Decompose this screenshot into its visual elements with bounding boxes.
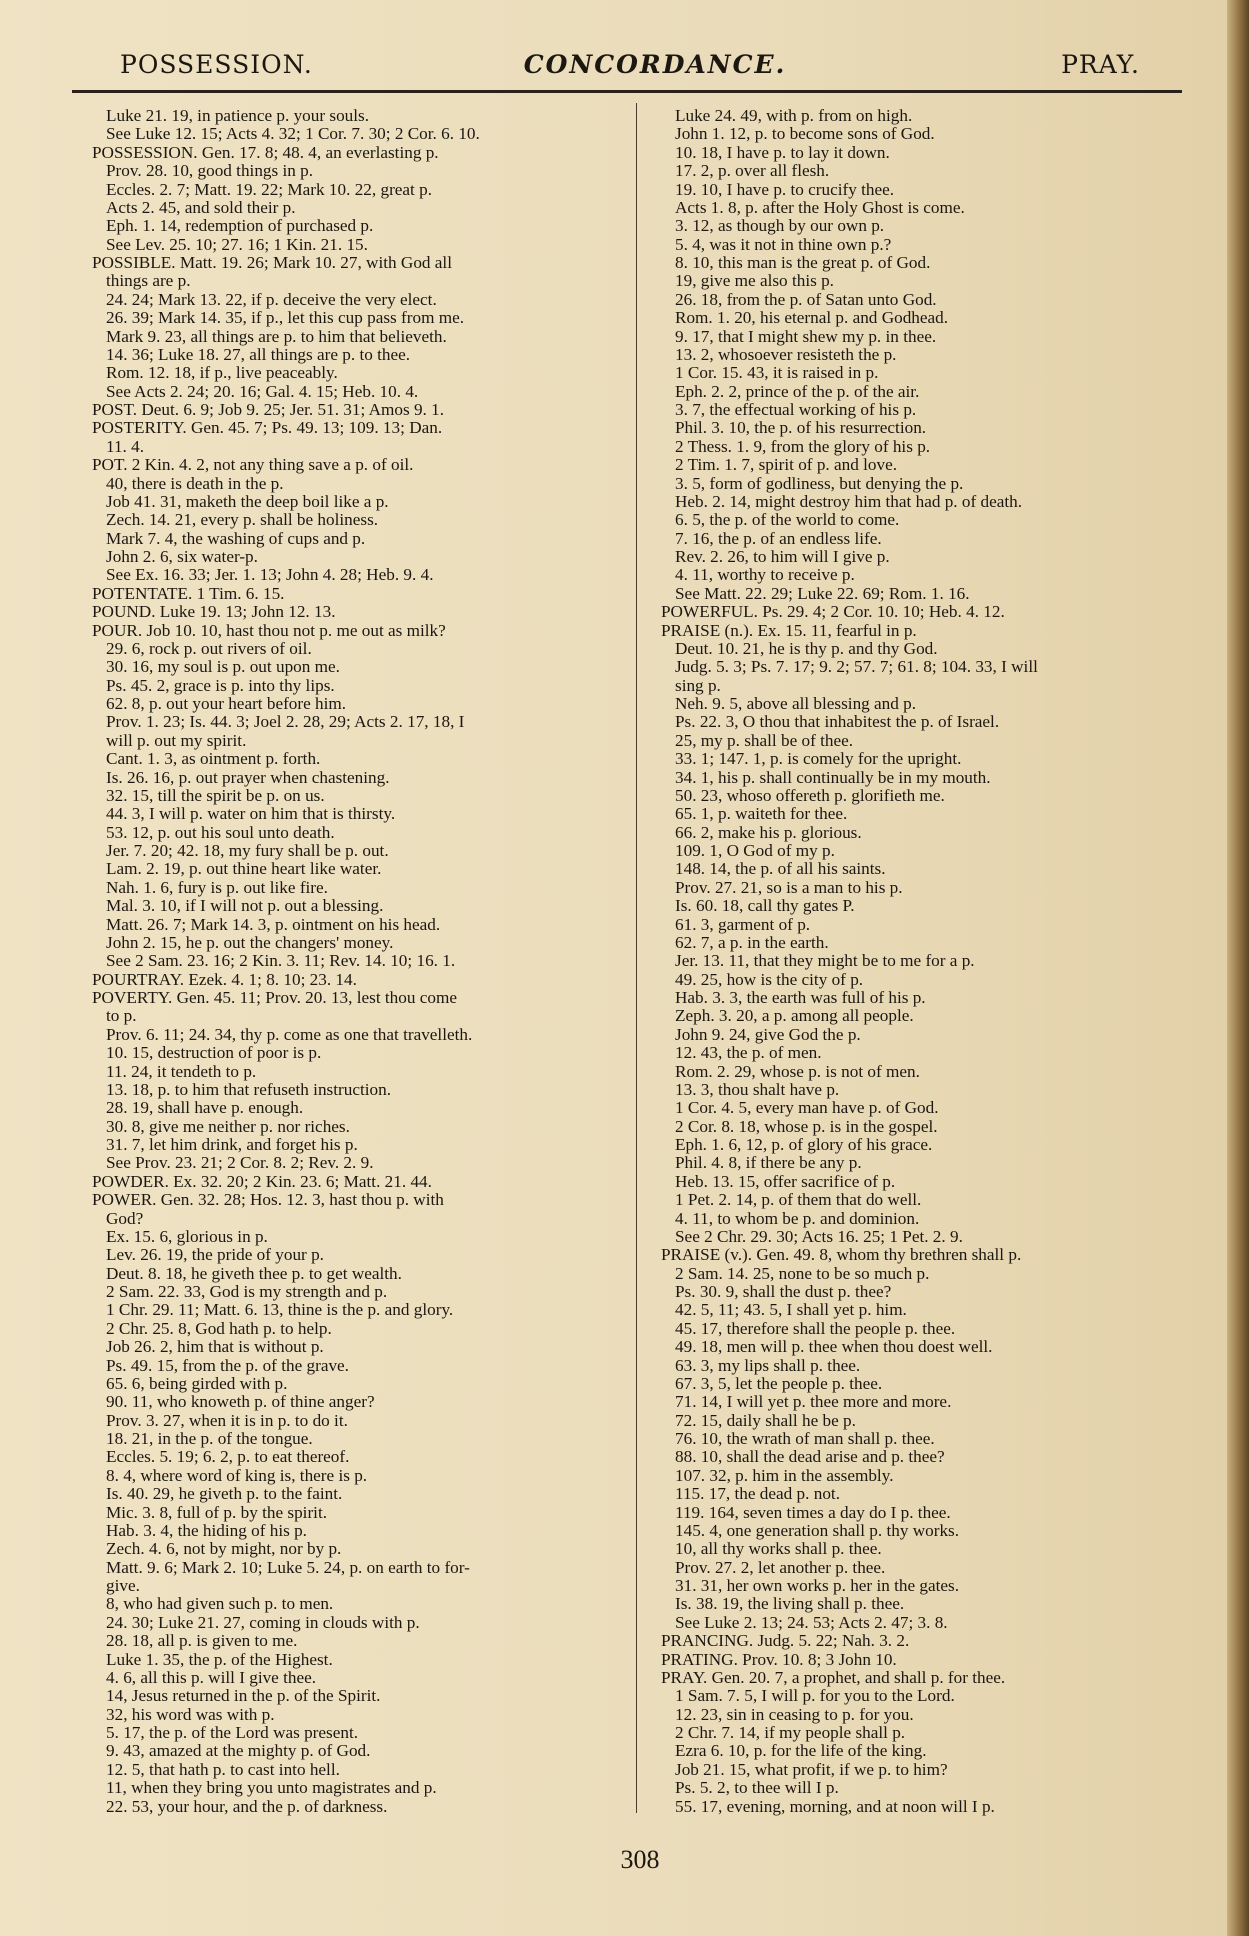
entry-reference-line: Judg. 5. 3; Ps. 7. 17; 9. 2; 57. 7; 61. 8; 104. 33, I will <box>675 657 1038 677</box>
entry-reference-line: 50. 23, whoso offereth p. glorifieth me. <box>675 785 945 805</box>
entry-reference-line: Ps. 22. 3, O thou that inhabitest the p. of Israel. <box>675 712 1000 732</box>
entry-reference-line: God? <box>106 1208 144 1228</box>
entry-reference-line: Nah. 1. 6, fury is p. out like fire. <box>106 877 328 897</box>
entry-reference-line: 1 Chr. 29. 11; Matt. 6. 13, thine is the p. and glory. <box>106 1300 454 1320</box>
entry-reference-line: 71. 14, I will yet p. thee more and more. <box>675 1392 952 1412</box>
entry-reference-line: Is. 26. 16, p. out prayer when chastening. <box>106 767 390 787</box>
entry-reference-line: 2 Chr. 7. 14, if my people shall p. <box>675 1723 906 1742</box>
entry-reference-line: 1 Sam. 7. 5, I will p. for you to the Lord. <box>675 1686 955 1706</box>
entry-reference-line: 53. 12, p. out his soul unto death. <box>106 822 335 842</box>
entry-reference-line: Cant. 1. 3, as ointment p. forth. <box>106 749 321 769</box>
entry-reference-line: 24. 24; Mark 13. 22, if p. deceive the very elect. <box>106 289 437 309</box>
entry-reference-line: Mal. 3. 10, if I will not p. out a blessing. <box>106 896 384 916</box>
entry-reference-line: Acts 2. 45, and sold their p. <box>106 197 296 217</box>
entry-reference-line: Is. 60. 18, call thy gates P. <box>675 896 855 916</box>
book-binding-edge <box>1227 0 1249 1936</box>
entry-reference-line: 44. 3, I will p. water on him that is thirsty. <box>106 804 396 824</box>
entry-reference-line: Prov. 27. 2, let another p. thee. <box>675 1557 886 1577</box>
entry-headword-line: POTENTATE. 1 Tim. 6. 15. <box>92 583 285 603</box>
entry-reference-line: 3. 5, form of godliness, but denying the p. <box>675 473 964 493</box>
entry-reference-line: Prov. 28. 10, good things in p. <box>106 161 314 181</box>
entry-headword-line: PRATING. Prov. 10. 8; 3 John 10. <box>661 1649 897 1669</box>
entry-reference-line: John 1. 12, p. to become sons of God. <box>675 124 935 144</box>
entry-reference-line: Ps. 49. 15, from the p. of the grave. <box>106 1355 349 1375</box>
entry-headword-line: POVERTY. Gen. 45. 11; Prov. 20. 13, lest thou come <box>92 988 457 1007</box>
entry-reference-line: 4. 11, worthy to receive p. <box>675 565 855 585</box>
entry-reference-line: See Lev. 25. 10; 27. 16; 1 Kin. 21. 15. <box>106 234 368 254</box>
running-header <box>110 44 1140 88</box>
entry-headword-line: POUR. Job 10. 10, hast thou not p. me out as milk? <box>92 620 446 640</box>
entry-reference-line: 61. 3, garment of p. <box>675 914 811 934</box>
entry-reference-line: 5. 4, was it not in thine own p.? <box>675 234 892 254</box>
entry-reference-line: Mark 7. 4, the washing of cups and p. <box>106 528 366 548</box>
entry-reference-line: 49. 25, how is the city of p. <box>675 969 864 989</box>
entry-reference-line: Ps. 45. 2, grace is p. into thy lips. <box>106 675 335 695</box>
entry-reference-line: 7. 16, the p. of an endless life. <box>675 528 882 548</box>
entry-reference-line: John 2. 15, he p. out the changers' money. <box>106 932 394 952</box>
entry-reference-line: 109. 1, O God of my p. <box>675 841 835 860</box>
entry-reference-line: 17. 2, p. over all flesh. <box>675 161 830 181</box>
entry-reference-line: 31. 7, let him drink, and forget his p. <box>106 1135 358 1154</box>
entry-reference-line: 2 Thess. 1. 9, from the glory of his p. <box>675 436 931 456</box>
entry-reference-line: Phil. 3. 10, the p. of his resurrection. <box>675 418 927 438</box>
entry-reference-line: 30. 8, give me neither p. nor riches. <box>106 1116 350 1136</box>
entry-reference-line: 55. 17, evening, morning, and at noon will I p. <box>675 1796 995 1816</box>
entry-reference-line: 19. 10, I have p. to crucify thee. <box>675 179 895 199</box>
entry-reference-line: Heb. 2. 14, might destroy him that had p. of death. <box>675 491 1023 511</box>
entry-reference-line: 14, Jesus returned in the p. of the Spirit. <box>106 1686 381 1706</box>
header-title: CONCORDANCE. <box>523 50 787 79</box>
entry-reference-line: 26. 18, from the p. of Satan unto God. <box>675 289 937 309</box>
entry-reference-line: will p. out my spirit. <box>106 730 247 750</box>
entry-reference-line: 115. 17, the dead p. not. <box>675 1484 841 1504</box>
entry-reference-line: to p. <box>106 1006 137 1026</box>
entry-reference-line: 3. 7, the effectual working of his p. <box>675 400 917 419</box>
entry-reference-line: Rom. 2. 29, whose p. is not of men. <box>675 1061 920 1081</box>
entry-reference-line: 29. 6, rock p. out rivers of oil. <box>106 638 312 658</box>
entry-reference-line: 45. 17, therefore shall the people p. thee. <box>675 1318 956 1338</box>
entry-reference-line: See Prov. 23. 21; 2 Cor. 8. 2; Rev. 2. 9. <box>106 1153 374 1173</box>
entry-reference-line: 11. 4. <box>106 436 145 456</box>
entry-reference-line: See Ex. 16. 33; Jer. 1. 13; John 4. 28; Heb. 9. 4. <box>106 565 434 585</box>
entry-reference-line: Jer. 7. 20; 42. 18, my fury shall be p. out. <box>106 841 389 860</box>
entry-reference-line: Luke 24. 49, with p. from on high. <box>675 107 913 125</box>
entry-reference-line: Mark 9. 23, all things are p. to him that believeth. <box>106 326 447 346</box>
entry-reference-line: 145. 4, one generation shall p. thy works. <box>675 1520 960 1540</box>
entry-reference-line: Heb. 13. 15, offer sacrifice of p. <box>675 1171 896 1191</box>
entry-reference-line: 2 Sam. 14. 25, none to be so much p. <box>675 1263 930 1283</box>
entry-reference-line: 13. 2, whosoever resisteth the p. <box>675 344 897 364</box>
entry-reference-line: 13. 18, p. to him that refuseth instruction. <box>106 1079 391 1099</box>
entry-reference-line: Jer. 13. 11, that they might be to me for a p. <box>675 951 975 971</box>
column-divider <box>636 103 637 1813</box>
entry-reference-line: 31. 31, her own works p. her in the gates. <box>675 1576 960 1595</box>
entry-reference-line: Job 41. 31, maketh the deep boil like a p. <box>106 491 389 511</box>
entry-reference-line: 2 Sam. 22. 33, God is my strength and p. <box>106 1282 388 1301</box>
entry-reference-line: Matt. 26. 7; Mark 14. 3, p. ointment on his head. <box>106 914 441 934</box>
entry-reference-line: Prov. 1. 23; Is. 44. 3; Joel 2. 28, 29; Acts 2. 17, 18, I <box>106 712 465 732</box>
entry-reference-line: Lam. 2. 19, p. out thine heart like water. <box>106 859 382 879</box>
entry-reference-line: See 2 Chr. 29. 30; Acts 16. 25; 1 Pet. 2. 9. <box>675 1226 963 1246</box>
entry-reference-line: Luke 1. 35, the p. of the Highest. <box>106 1649 333 1669</box>
entry-reference-line: John 2. 6, six water-p. <box>106 547 258 566</box>
entry-reference-line: 1 Pet. 2. 14, p. of them that do well. <box>675 1190 922 1210</box>
entry-headword-line: POSSIBLE. Matt. 19. 26; Mark 10. 27, with God all <box>92 253 452 272</box>
entry-reference-line: give. <box>106 1576 140 1595</box>
entry-reference-line: 11. 24, it tendeth to p. <box>106 1061 257 1081</box>
entry-reference-line: 8. 4, where word of king is, there is p. <box>106 1465 368 1485</box>
entry-reference-line: Deut. 8. 18, he giveth thee p. to get wealth. <box>106 1263 402 1283</box>
entry-reference-line: 88. 10, shall the dead arise and p. thee? <box>675 1447 945 1467</box>
entry-reference-line: 28. 18, all p. is given to me. <box>106 1631 298 1651</box>
entry-reference-line: 4. 6, all this p. will I give thee. <box>106 1667 317 1687</box>
entry-reference-line: Deut. 10. 21, he is thy p. and thy God. <box>675 638 938 658</box>
entry-reference-line: 2 Tim. 1. 7, spirit of p. and love. <box>675 455 898 475</box>
page-number: 308 <box>620 1845 660 1874</box>
entry-reference-line: 107. 32, p. him in the assembly. <box>675 1465 894 1485</box>
entry-headword-line: POWERFUL. Ps. 29. 4; 2 Cor. 10. 10; Heb. 4. 12. <box>661 602 1005 622</box>
entry-reference-line: Hab. 3. 4, the hiding of his p. <box>106 1520 307 1540</box>
right-column <box>661 107 1181 1817</box>
entry-reference-line: Zech. 14. 21, every p. shall be holiness. <box>106 510 379 530</box>
entry-reference-line: Mic. 3. 8, full of p. by the spirit. <box>106 1502 328 1522</box>
entry-reference-line: 32. 15, till the spirit be p. on us. <box>106 785 325 805</box>
entry-reference-line: 1 Cor. 4. 5, every man have p. of God. <box>675 1098 939 1118</box>
entry-reference-line: See Luke 2. 13; 24. 53; Acts 2. 47; 3. 8. <box>675 1612 948 1632</box>
entry-reference-line: 62. 7, a p. in the earth. <box>675 932 829 952</box>
entry-reference-line: Ps. 5. 2, to thee will I p. <box>675 1778 839 1798</box>
entry-reference-line: Luke 21. 19, in patience p. your souls. <box>106 107 370 125</box>
entry-reference-line: 28. 19, shall have p. enough. <box>106 1098 304 1118</box>
entry-reference-line: 2 Chr. 25. 8, God hath p. to help. <box>106 1318 332 1338</box>
entry-headword-line: POST. Deut. 6. 9; Job 9. 25; Jer. 51. 31; Amos 9. 1. <box>92 400 445 419</box>
entry-headword-line: POWDER. Ex. 32. 20; 2 Kin. 23. 6; Matt. 21. 44. <box>92 1171 432 1191</box>
entry-headword-line: POSTERITY. Gen. 45. 7; Ps. 49. 13; 109. 13; Dan. <box>92 418 443 438</box>
entry-reference-line: See Matt. 22. 29; Luke 22. 69; Rom. 1. 16. <box>675 583 970 603</box>
entry-reference-line: Hab. 3. 3, the earth was full of his p. <box>675 988 926 1007</box>
entry-reference-line: 49. 18, men will p. thee when thou doest well. <box>675 1337 993 1357</box>
entry-reference-line: 67. 3, 5, let the people p. thee. <box>675 1373 883 1393</box>
entry-reference-line: 1 Cor. 15. 43, it is raised in p. <box>675 363 879 383</box>
entry-reference-line: Ps. 30. 9, shall the dust p. thee? <box>675 1282 892 1301</box>
entry-reference-line: 26. 39; Mark 14. 35, if p., let this cup pass from me. <box>106 308 465 328</box>
entry-reference-line: Acts 1. 8, p. after the Holy Ghost is come. <box>675 197 965 217</box>
entry-reference-line: 24. 30; Luke 21. 27, coming in clouds with p. <box>106 1612 420 1632</box>
entry-reference-line: 11, when they bring you unto magistrates and p. <box>106 1778 437 1798</box>
entry-headword-line: PRAISE (v.). Gen. 49. 8, whom thy brethren shall p. <box>661 1245 1022 1265</box>
entry-reference-line: 63. 3, my lips shall p. thee. <box>675 1355 861 1375</box>
entry-reference-line: 13. 3, thou shalt have p. <box>675 1079 840 1099</box>
entry-reference-line: Rom. 1. 20, his eternal p. and Godhead. <box>675 308 949 328</box>
entry-reference-line: 8, who had given such p. to men. <box>106 1594 334 1614</box>
entry-reference-line: 8. 10, this man is the great p. of God. <box>675 253 931 272</box>
entry-reference-line: 19, give me also this p. <box>675 271 834 291</box>
entry-reference-line: 12. 23, sin in ceasing to p. for you. <box>675 1704 914 1724</box>
entry-reference-line: Prov. 3. 27, when it is in p. to do it. <box>106 1410 348 1430</box>
entry-reference-line: 148. 14, the p. of all his saints. <box>675 859 886 879</box>
entry-reference-line: 5. 17, the p. of the Lord was present. <box>106 1723 359 1742</box>
entry-reference-line: 14. 36; Luke 18. 27, all things are p. to thee. <box>106 344 411 364</box>
entry-reference-line: Is. 40. 29, he giveth p. to the faint. <box>106 1484 343 1504</box>
entry-reference-line: 33. 1; 147. 1, p. is comely for the upright. <box>675 749 962 769</box>
entry-reference-line: 4. 11, to whom be p. and dominion. <box>675 1208 920 1228</box>
entry-reference-line: sing p. <box>675 675 721 695</box>
entry-reference-line: 10, all thy works shall p. thee. <box>675 1539 882 1559</box>
left-column <box>92 107 612 1817</box>
entry-reference-line: 12. 5, that hath p. to cast into hell. <box>106 1759 340 1779</box>
entry-reference-line: Zeph. 3. 20, a p. among all people. <box>675 1006 914 1026</box>
entry-reference-line: Matt. 9. 6; Mark 2. 10; Luke 5. 24, p. on earth to for- <box>106 1557 470 1577</box>
entry-reference-line: Job 21. 15, what profit, if we p. to him? <box>675 1759 948 1779</box>
entry-reference-line: See Luke 12. 15; Acts 4. 32; 1 Cor. 7. 30; 2 Cor. 6. 10. <box>106 124 480 144</box>
entry-headword-line: POURTRAY. Ezek. 4. 1; 8. 10; 23. 14. <box>92 969 357 989</box>
entry-reference-line: Job 26. 2, him that is without p. <box>106 1337 324 1357</box>
entry-reference-line: Ex. 15. 6, glorious in p. <box>106 1226 268 1246</box>
entry-reference-line: 119. 164, seven times a day do I p. thee. <box>675 1502 951 1522</box>
header-rule <box>72 90 1182 93</box>
entry-reference-line: 76. 10, the wrath of man shall p. thee. <box>675 1429 935 1448</box>
entry-reference-line: Ezra 6. 10, p. for the life of the king. <box>675 1741 927 1761</box>
entry-reference-line: 10. 18, I have p. to lay it down. <box>675 142 890 162</box>
entry-headword-line: PRANCING. Judg. 5. 22; Nah. 3. 2. <box>661 1631 910 1651</box>
entry-reference-line: Eph. 2. 2, prince of the p. of the air. <box>675 381 920 401</box>
entry-reference-line: Prov. 27. 21, so is a man to his p. <box>675 877 903 897</box>
entry-reference-line: Lev. 26. 19, the pride of your p. <box>106 1245 324 1265</box>
entry-reference-line: Eccles. 2. 7; Matt. 19. 22; Mark 10. 22, great p. <box>106 179 433 199</box>
entry-reference-line: 65. 1, p. waiteth for thee. <box>675 804 848 824</box>
entry-reference-line: See 2 Sam. 23. 16; 2 Kin. 3. 11; Rev. 14. 10; 16. 1. <box>106 951 456 971</box>
entry-reference-line: See Acts 2. 24; 20. 16; Gal. 4. 15; Heb. 10. 4. <box>106 381 419 401</box>
entry-reference-line: 40, there is death in the p. <box>106 473 284 493</box>
entry-reference-line: 65. 6, being girded with p. <box>106 1373 288 1393</box>
entry-headword-line: PRAISE (n.). Ex. 15. 11, fearful in p. <box>661 620 917 640</box>
entry-reference-line: 18. 21, in the p. of the tongue. <box>106 1429 313 1448</box>
entry-reference-line: 34. 1, his p. shall continually be in my mouth. <box>675 767 991 787</box>
entry-reference-line: Rom. 12. 18, if p., live peaceably. <box>106 363 338 383</box>
entry-reference-line: 22. 53, your hour, and the p. of darkness. <box>106 1796 388 1816</box>
entry-reference-line: 3. 12, as though by our own p. <box>675 216 885 236</box>
entry-reference-line: Phil. 4. 8, if there be any p. <box>675 1153 862 1173</box>
entry-reference-line: Rev. 2. 26, to him will I give p. <box>675 547 890 566</box>
entry-reference-line: 10. 15, destruction of poor is p. <box>106 1043 322 1063</box>
entry-reference-line: Is. 38. 19, the living shall p. thee. <box>675 1594 905 1614</box>
entry-headword-line: POWER. Gen. 32. 28; Hos. 12. 3, hast thou p. with <box>92 1190 444 1210</box>
entry-reference-line: 25, my p. shall be of thee. <box>675 730 854 750</box>
entry-headword-line: POSSESSION. Gen. 17. 8; 48. 4, an everlasting p. <box>92 142 439 162</box>
entry-reference-line: Zech. 4. 6, not by might, nor by p. <box>106 1539 342 1559</box>
entry-reference-line: 32, his word was with p. <box>106 1704 275 1724</box>
entry-reference-line: 90. 11, who knoweth p. of thine anger? <box>106 1392 375 1412</box>
entry-headword-line: PRAY. Gen. 20. 7, a prophet, and shall p. for thee. <box>661 1667 1006 1687</box>
entry-reference-line: 9. 17, that I might shew my p. in thee. <box>675 326 937 346</box>
entry-reference-line: 62. 8, p. out your heart before him. <box>106 694 347 713</box>
entry-reference-line: 66. 2, make his p. glorious. <box>675 822 862 842</box>
entry-reference-line: 6. 5, the p. of the world to come. <box>675 510 900 530</box>
entry-reference-line: Eccles. 5. 19; 6. 2, p. to eat thereof. <box>106 1447 350 1467</box>
entry-reference-line: Eph. 1. 14, redemption of purchased p. <box>106 216 374 236</box>
entry-reference-line: 72. 15, daily shall he be p. <box>675 1410 856 1430</box>
entry-headword-line: POT. 2 Kin. 4. 2, not any thing save a p. of oil. <box>92 455 414 475</box>
entry-reference-line: 12. 43, the p. of men. <box>675 1043 822 1063</box>
header-last-entry: PRAY. <box>1061 50 1140 79</box>
entry-reference-line: Neh. 9. 5, above all blessing and p. <box>675 694 917 713</box>
header-first-entry: POSSESSION. <box>120 50 313 79</box>
entry-reference-line: 9. 43, amazed at the mighty p. of God. <box>106 1741 371 1761</box>
entry-reference-line: 30. 16, my soul is p. out upon me. <box>106 657 340 677</box>
entry-reference-line: Prov. 6. 11; 24. 34, thy p. come as one that travelleth. <box>106 1024 473 1044</box>
entry-headword-line: POUND. Luke 19. 13; John 12. 13. <box>92 602 336 622</box>
entry-reference-line: John 9. 24, give God the p. <box>675 1024 861 1044</box>
entry-reference-line: Eph. 1. 6, 12, p. of glory of his grace. <box>675 1135 933 1154</box>
entry-reference-line: 42. 5, 11; 43. 5, I shall yet p. him. <box>675 1300 907 1320</box>
entry-reference-line: 2 Cor. 8. 18, whose p. is in the gospel. <box>675 1116 938 1136</box>
entry-reference-line: things are p. <box>106 271 191 291</box>
